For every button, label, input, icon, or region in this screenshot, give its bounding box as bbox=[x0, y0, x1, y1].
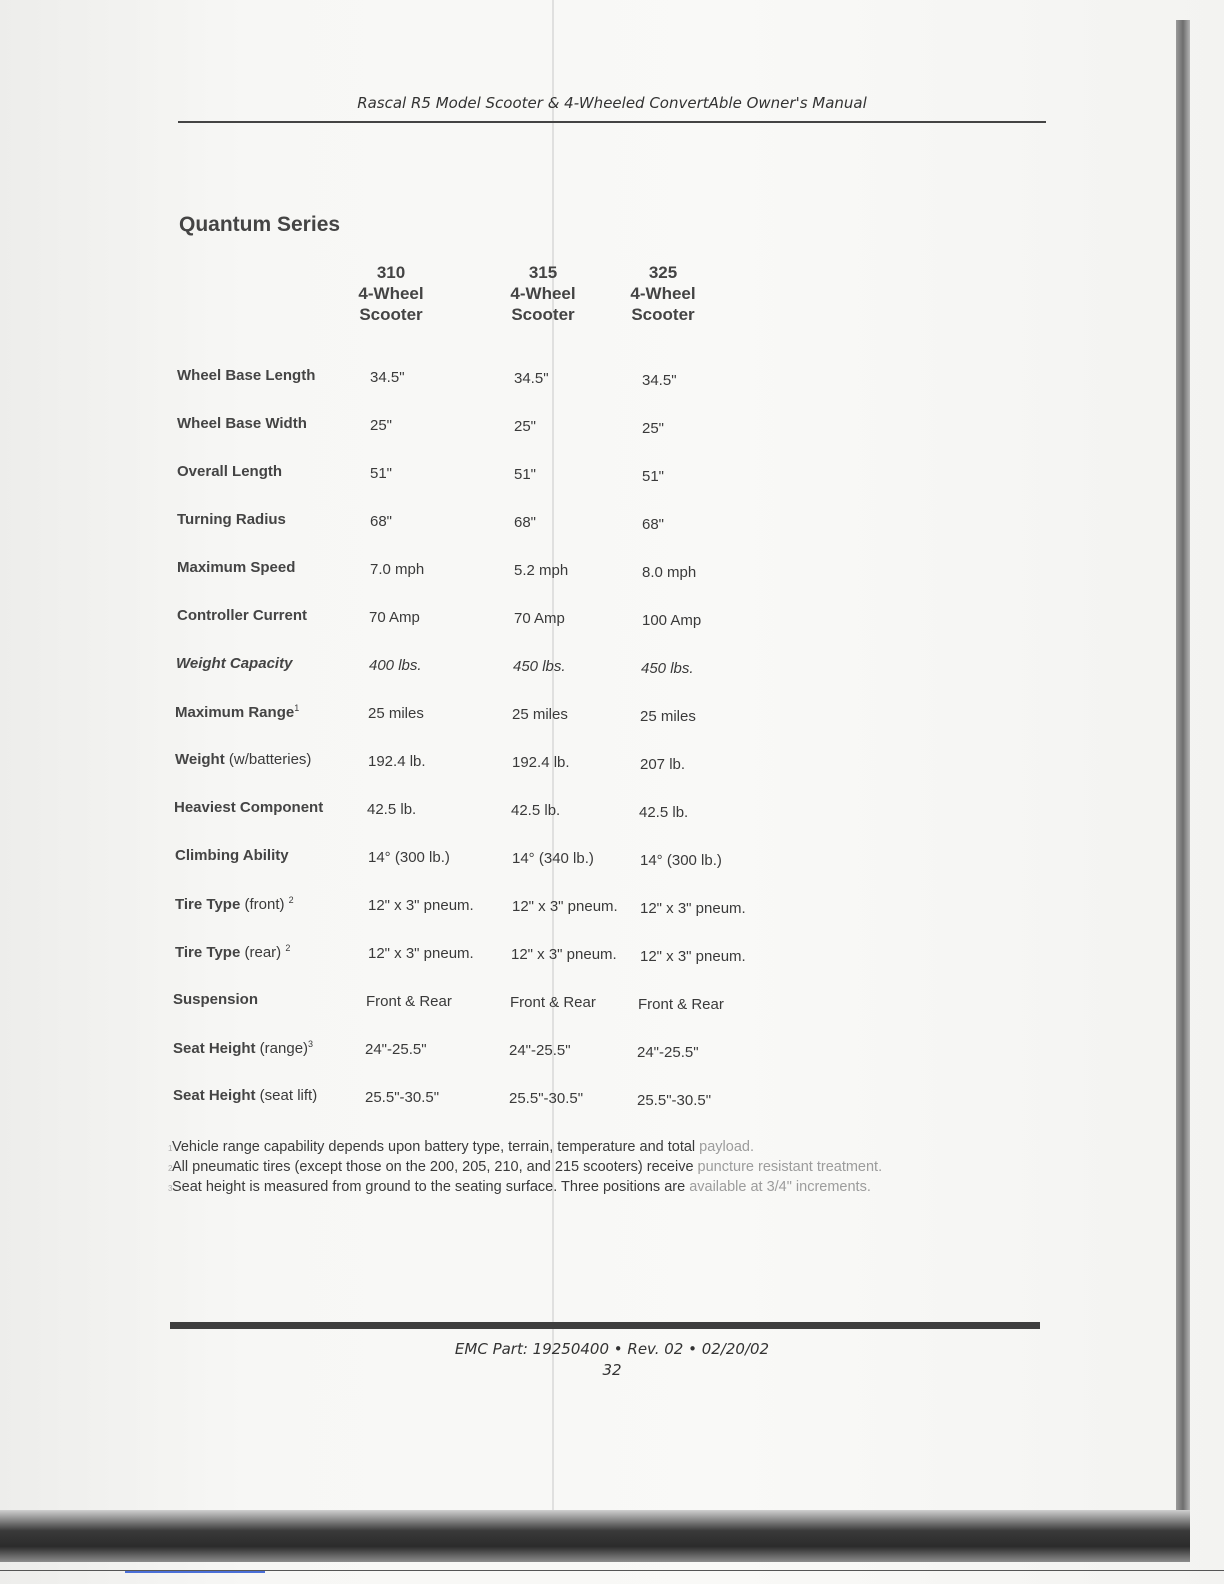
spec-label bbox=[177, 559, 295, 576]
header-rule bbox=[178, 121, 1046, 123]
spec-label bbox=[177, 607, 307, 624]
running-head: Rascal R5 Model Scooter & 4-Wheeled ConvertAble Owner's Manual bbox=[357, 94, 867, 112]
spec-value-315: 192.4 lb. bbox=[512, 754, 570, 771]
footnote-text: Vehicle range capability depends upon battery type, terrain, temperature and total bbox=[172, 1139, 700, 1155]
spec-row bbox=[0, 703, 1224, 727]
section-title: Quantum Series bbox=[179, 213, 341, 236]
footnote-3 bbox=[168, 1177, 882, 1197]
footnote-mark: 1 bbox=[168, 1144, 173, 1153]
spec-value-325: Front & Rear bbox=[638, 996, 724, 1013]
footnote-mark: 3 bbox=[168, 1184, 173, 1193]
spec-row bbox=[0, 799, 1224, 823]
spec-value-325: 24"-25.5" bbox=[637, 1044, 699, 1061]
spec-label-text: Tire Type bbox=[175, 944, 241, 961]
spec-value-310: Front & Rear bbox=[366, 993, 452, 1010]
footnote-mark: 2 bbox=[168, 1164, 173, 1173]
spec-label bbox=[177, 367, 315, 384]
spec-value-315: 25" bbox=[514, 418, 537, 435]
spec-value-310: 25 miles bbox=[368, 705, 424, 722]
footnote-2 bbox=[168, 1157, 883, 1177]
spec-label-text: Weight Capacity bbox=[176, 655, 293, 672]
column-header-315 bbox=[502, 262, 584, 325]
spec-label bbox=[175, 895, 294, 913]
spec-row bbox=[0, 415, 1224, 439]
column-kind: Scooter bbox=[511, 305, 575, 324]
footnote-1 bbox=[168, 1137, 882, 1157]
spec-label-qualifier: (rear) bbox=[240, 944, 286, 961]
spec-value-315: 12" x 3" pneum. bbox=[511, 946, 617, 963]
spec-label bbox=[177, 511, 286, 528]
spec-row bbox=[0, 991, 1224, 1015]
spec-value-310: 25" bbox=[370, 417, 393, 434]
column-header-310 bbox=[350, 262, 432, 325]
spec-value-315: 5.2 mph bbox=[514, 562, 569, 579]
spec-value-325: 207 lb. bbox=[640, 756, 686, 773]
spec-value-315: 24"-25.5" bbox=[509, 1042, 571, 1059]
spec-row bbox=[0, 1039, 1224, 1063]
spec-value-325: 34.5" bbox=[642, 372, 677, 389]
spec-value-310: 14° (300 lb.) bbox=[368, 849, 450, 866]
spec-value-315: 34.5" bbox=[514, 370, 549, 387]
footnote-text-faded: payload. bbox=[699, 1139, 754, 1155]
spec-value-315: 25.5"-30.5" bbox=[509, 1090, 584, 1107]
column-type: 4-Wheel bbox=[630, 284, 696, 303]
spec-label-text: Controller Current bbox=[177, 607, 308, 624]
spec-value-310: 68" bbox=[370, 513, 393, 530]
spec-label bbox=[173, 1087, 317, 1104]
spec-value-325: 68" bbox=[642, 516, 665, 533]
spec-value-315: Front & Rear bbox=[510, 994, 596, 1011]
page-number: 32 bbox=[602, 1361, 622, 1379]
spec-label-text: Seat Height bbox=[173, 1087, 256, 1104]
column-kind: Scooter bbox=[631, 305, 695, 324]
spec-value-310: 51" bbox=[370, 465, 393, 482]
spec-label-text: Overall Length bbox=[177, 463, 283, 480]
spec-value-310: 42.5 lb. bbox=[367, 801, 417, 818]
spec-row bbox=[0, 367, 1224, 391]
spec-label-text: Turning Radius bbox=[177, 511, 286, 528]
spec-value-325: 25.5"-30.5" bbox=[637, 1092, 712, 1109]
spec-value-315: 70 Amp bbox=[514, 610, 565, 627]
spec-value-315: 14° (340 lb.) bbox=[512, 850, 594, 867]
spec-value-310: 70 Amp bbox=[369, 609, 420, 626]
spec-value-315: 42.5 lb. bbox=[511, 802, 561, 819]
spec-value-325: 42.5 lb. bbox=[639, 804, 689, 821]
spec-row bbox=[0, 751, 1224, 775]
spec-label-text: Weight bbox=[175, 751, 225, 768]
spec-value-315: 450 lbs. bbox=[513, 658, 566, 675]
spec-value-325: 12" x 3" pneum. bbox=[640, 900, 746, 917]
scan-edge-right bbox=[1176, 20, 1190, 1560]
spec-value-310: 192.4 lb. bbox=[368, 753, 426, 770]
spec-label-qualifier: (w/batteries) bbox=[224, 751, 312, 768]
spec-label-qualifier: (range) bbox=[255, 1040, 309, 1057]
spec-label-text: Suspension bbox=[173, 991, 259, 1008]
spec-label-text: Maximum Range bbox=[175, 704, 295, 721]
spec-label-text: Heaviest Component bbox=[174, 799, 324, 816]
footnote-reference: 1 bbox=[294, 703, 300, 713]
spec-label-text: Wheel Base Length bbox=[177, 367, 316, 384]
spec-row bbox=[0, 655, 1224, 679]
spec-value-310: 12" x 3" pneum. bbox=[368, 897, 474, 914]
spec-label-qualifier: (front) bbox=[240, 896, 289, 913]
footnote-reference: 2 bbox=[288, 895, 294, 905]
footer-part-number: EMC Part: 19250400 • Rev. 02 • 02/20/02 bbox=[454, 1340, 770, 1358]
spec-value-325: 12" x 3" pneum. bbox=[640, 948, 746, 965]
footnote-reference: 3 bbox=[308, 1039, 314, 1049]
spec-label-text: Seat Height bbox=[173, 1040, 256, 1057]
spec-row bbox=[0, 607, 1224, 631]
spec-label bbox=[176, 655, 292, 672]
spec-value-315: 25 miles bbox=[512, 706, 568, 723]
footnote-text: All pneumatic tires (except those on the 200, 205, 210, and 215 scooters) receive bbox=[172, 1159, 698, 1175]
spec-value-315: 12" x 3" pneum. bbox=[512, 898, 618, 915]
spec-value-310: 12" x 3" pneum. bbox=[368, 945, 474, 962]
spec-value-315: 68" bbox=[514, 514, 537, 531]
spec-label bbox=[177, 415, 307, 432]
spec-value-310: 400 lbs. bbox=[369, 657, 422, 674]
spec-label-text: Maximum Speed bbox=[177, 559, 296, 576]
spec-label-text: Climbing Ability bbox=[175, 847, 289, 864]
spec-row bbox=[0, 1087, 1224, 1111]
column-type: 4-Wheel bbox=[358, 284, 424, 303]
scan-edge-bottom bbox=[0, 1510, 1190, 1562]
spec-label bbox=[174, 799, 323, 816]
footnote-text-faded: puncture resistant treatment. bbox=[697, 1159, 883, 1175]
column-type: 4-Wheel bbox=[510, 284, 576, 303]
spec-value-310: 34.5" bbox=[370, 369, 405, 386]
scan-link-line bbox=[125, 1571, 265, 1573]
footnote-reference: 2 bbox=[285, 943, 291, 953]
spec-label bbox=[173, 1039, 313, 1057]
spec-label-text: Tire Type bbox=[175, 896, 241, 913]
spec-label bbox=[177, 463, 282, 480]
spec-value-325: 25" bbox=[642, 420, 665, 437]
footer-rule bbox=[170, 1322, 1040, 1329]
spec-value-310: 7.0 mph bbox=[370, 561, 425, 578]
column-model: 325 bbox=[648, 263, 678, 282]
spec-value-315: 51" bbox=[514, 466, 537, 483]
spec-row bbox=[0, 895, 1224, 919]
spec-label-text: Wheel Base Width bbox=[177, 415, 307, 432]
column-model: 315 bbox=[528, 263, 558, 282]
spec-label bbox=[175, 751, 311, 768]
spec-value-310: 24"-25.5" bbox=[365, 1041, 427, 1058]
spec-label bbox=[175, 943, 290, 961]
footnote-text-faded: available at 3/4" increments. bbox=[689, 1179, 871, 1195]
spec-row bbox=[0, 847, 1224, 871]
spec-label bbox=[175, 847, 289, 864]
footnotes bbox=[168, 1137, 883, 1197]
spec-label-qualifier: (seat lift) bbox=[255, 1087, 318, 1104]
spec-value-325: 14° (300 lb.) bbox=[640, 852, 722, 869]
spec-value-325: 450 lbs. bbox=[641, 660, 694, 677]
spec-value-325: 25 miles bbox=[640, 708, 696, 725]
column-model: 310 bbox=[376, 263, 406, 282]
spec-label bbox=[175, 703, 299, 721]
spec-value-310: 25.5"-30.5" bbox=[365, 1089, 440, 1106]
spec-value-325: 8.0 mph bbox=[642, 564, 697, 581]
spec-value-325: 51" bbox=[642, 468, 665, 485]
spec-row bbox=[0, 463, 1224, 487]
spec-row bbox=[0, 943, 1224, 967]
column-header-325 bbox=[622, 262, 704, 325]
spec-row bbox=[0, 559, 1224, 583]
column-kind: Scooter bbox=[359, 305, 423, 324]
spec-label bbox=[173, 991, 258, 1008]
spec-value-325: 100 Amp bbox=[642, 612, 702, 629]
footnote-text: Seat height is measured from ground to the seating surface. Three positions are bbox=[172, 1179, 690, 1195]
spec-row bbox=[0, 511, 1224, 535]
